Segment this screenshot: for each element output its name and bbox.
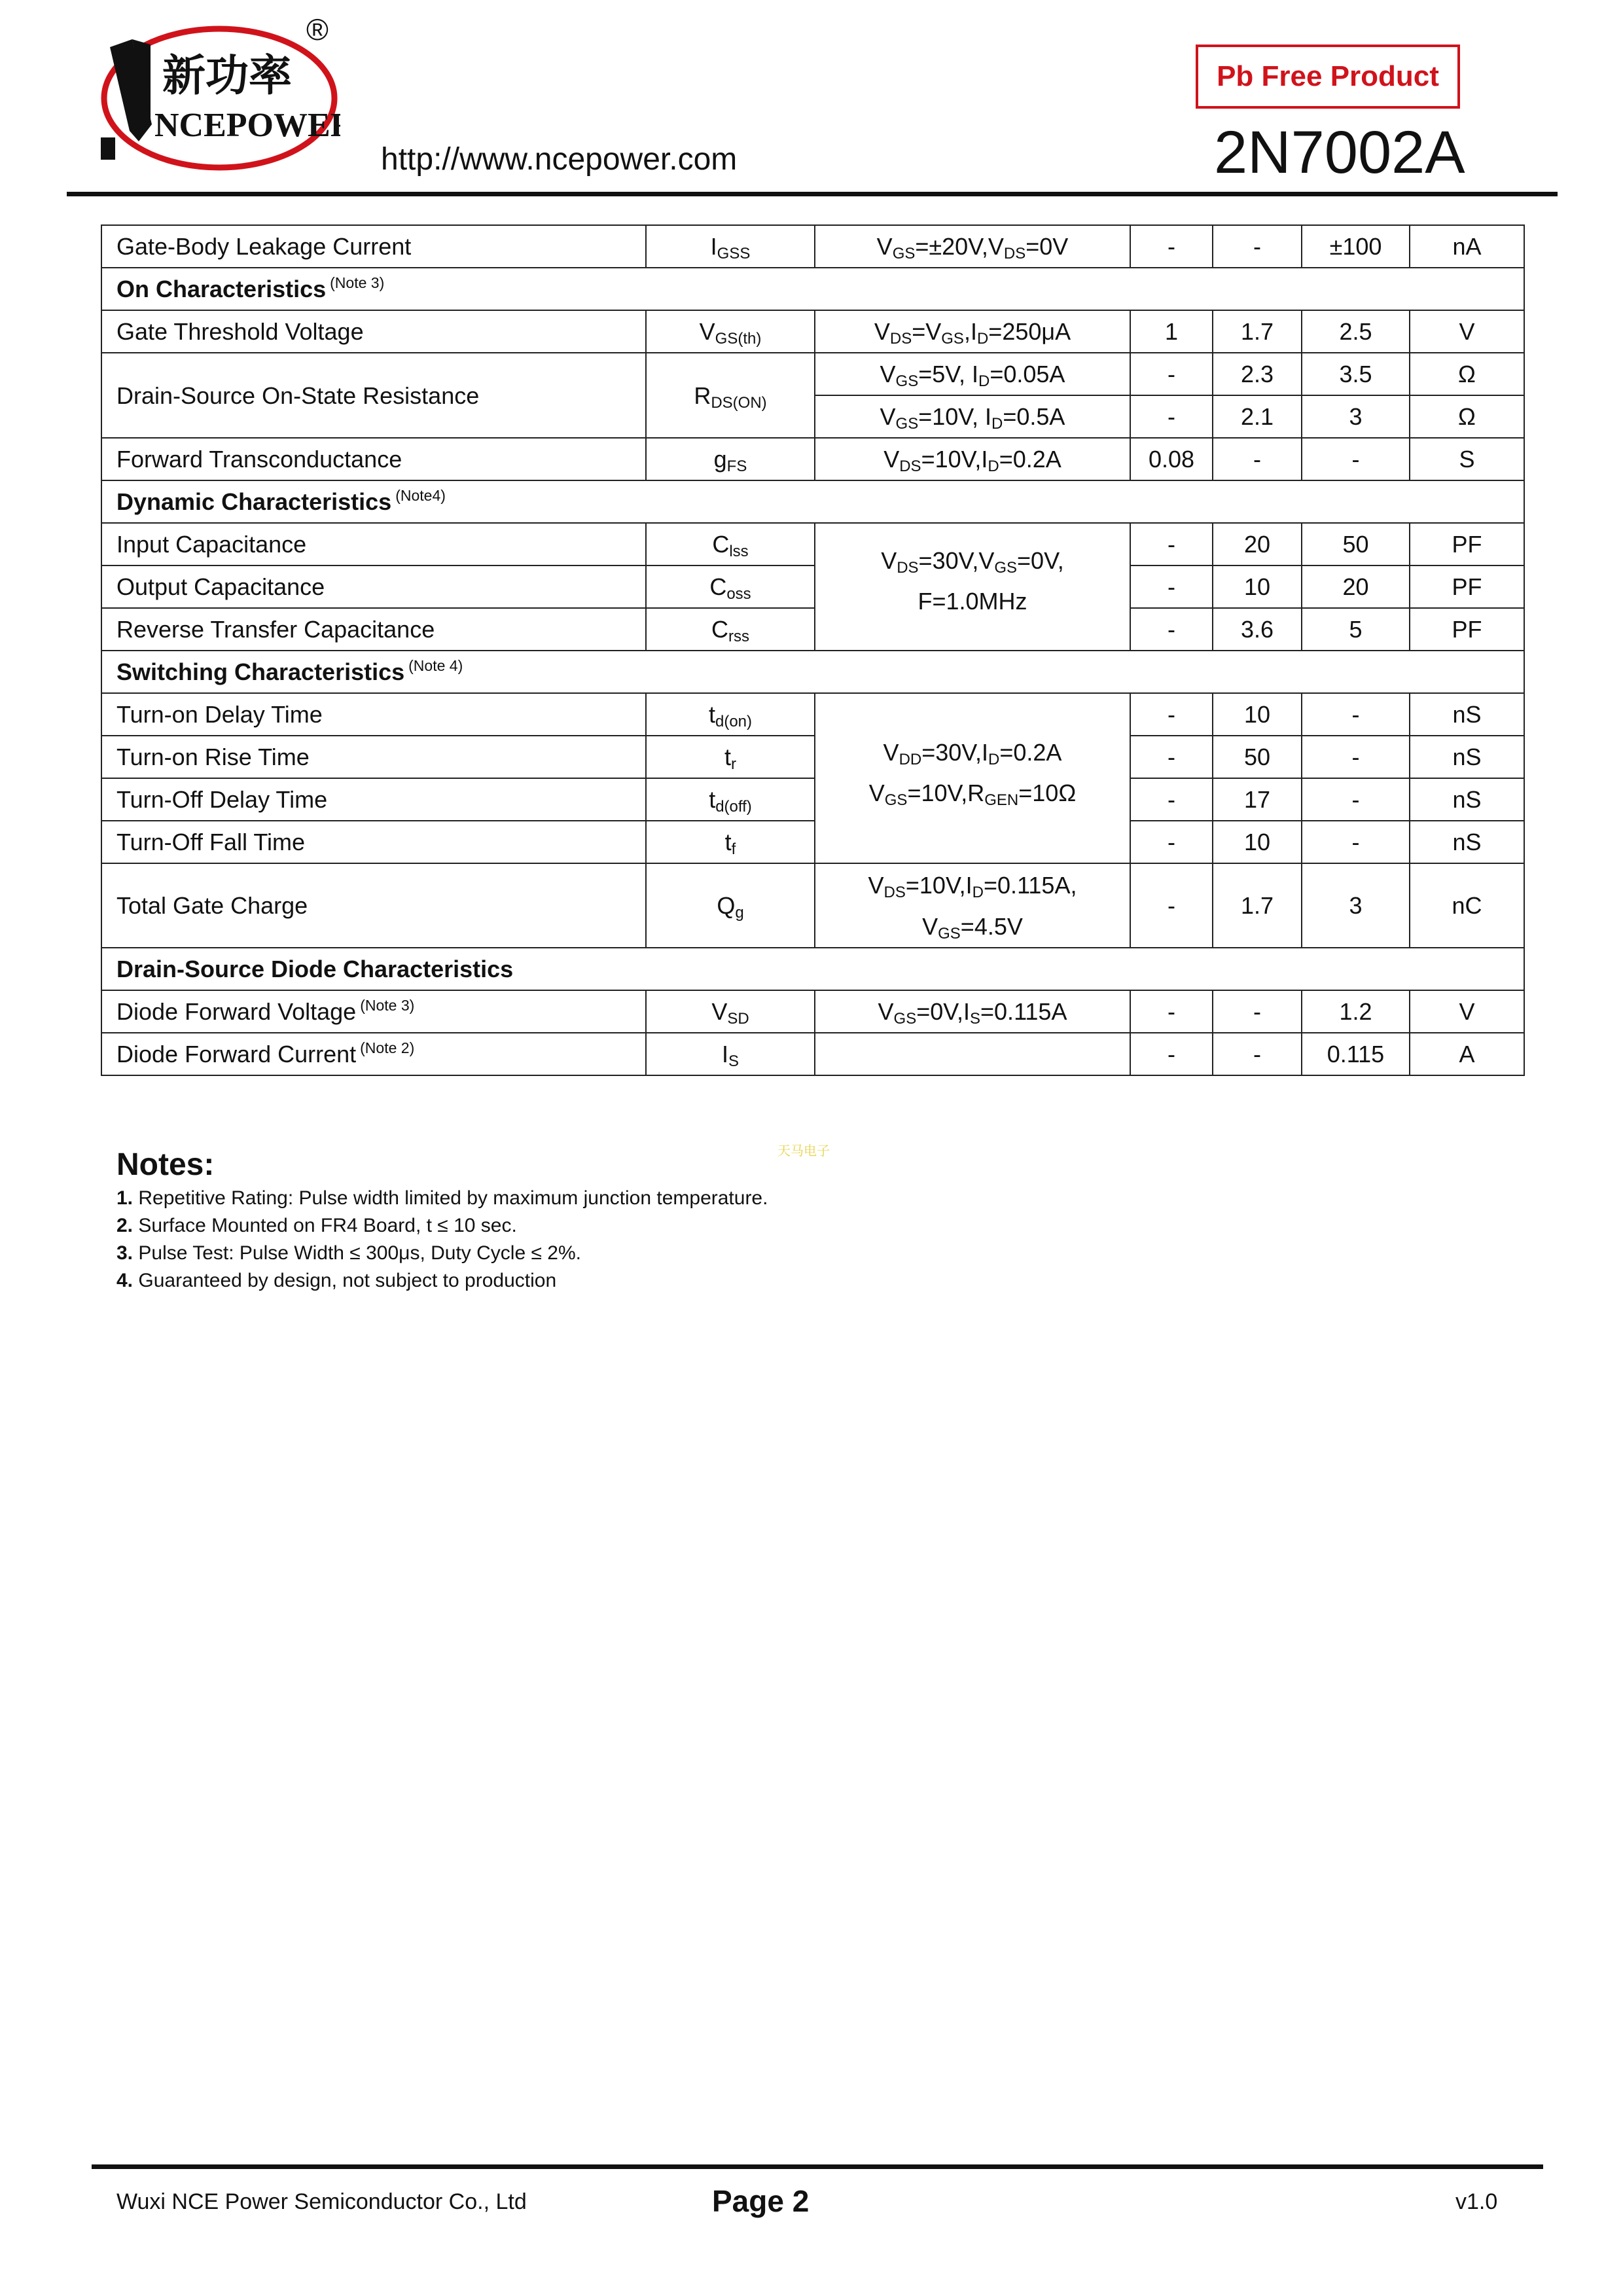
table-row — [101, 565, 1524, 608]
condition-cell: $V_{GS}=10V$, $I_D=0.5A$ — [815, 395, 1130, 438]
max-cell: 3 — [1302, 395, 1410, 438]
unit-cell: PF — [1410, 523, 1524, 565]
table-row — [101, 225, 1524, 268]
param-cell: Gate Threshold Voltage — [101, 310, 646, 353]
unit-cell: nS — [1410, 821, 1524, 863]
unit-cell: nS — [1410, 778, 1524, 821]
param-cell: Drain-Source On-State Resistance — [101, 353, 646, 438]
condition-cell — [815, 1033, 1130, 1075]
section-title: On Characteristics $^{(Note 3)}$ — [101, 268, 1524, 310]
section-row — [101, 480, 1524, 523]
typ-cell: 1.7 — [1213, 863, 1302, 948]
section-title: Dynamic Characteristics $^{(Note4)}$ — [101, 480, 1524, 523]
param-cell: Forward Transconductance — [101, 438, 646, 480]
symbol-cell: $R_{DS(ON)}$ — [646, 353, 815, 438]
max-cell: - — [1302, 438, 1410, 480]
symbol-cell: $t_r$ — [646, 736, 815, 778]
unit-cell: V — [1410, 310, 1524, 353]
pb-free-badge — [1196, 45, 1460, 109]
param-cell: Total Gate Charge — [101, 863, 646, 948]
typ-cell: 50 — [1213, 736, 1302, 778]
min-cell: 0.08 — [1130, 438, 1213, 480]
table-row — [101, 778, 1524, 821]
max-cell: - — [1302, 736, 1410, 778]
unit-cell: nA — [1410, 225, 1524, 268]
condition-cell: $V_{DD}=30V,I_D=0.2A$ $V_{GS}=10V,R_{GEN}=10\Omega$ — [815, 693, 1130, 863]
symbol-cell: $C_{oss}$ — [646, 565, 815, 608]
pb-free-label: Pb Free Product — [1217, 60, 1439, 92]
symbol-cell: $t_{d(on)}$ — [646, 693, 815, 736]
typ-cell: 1.7 — [1213, 310, 1302, 353]
min-cell: - — [1130, 608, 1213, 651]
header-divider — [67, 192, 1558, 196]
max-cell: 3 — [1302, 863, 1410, 948]
table-row — [101, 353, 1524, 395]
electrical-characteristics-table — [101, 224, 1525, 1076]
unit-cell: nS — [1410, 693, 1524, 736]
footer-company: Wuxi NCE Power Semiconductor Co., Ltd — [116, 2189, 527, 2214]
max-cell: 1.2 — [1302, 990, 1410, 1033]
table-row — [101, 990, 1524, 1033]
footer-divider — [92, 2164, 1543, 2169]
condition-cell: $V_{DS}=10V,I_D=0.115A$, $V_{GS}=4.5V$ — [815, 863, 1130, 948]
page-number: Page 2 — [712, 2184, 810, 2218]
symbol-cell: $C_{lss}$ — [646, 523, 815, 565]
section-title: Drain-Source Diode Characteristics — [101, 948, 1524, 990]
param-cell: Output Capacitance — [101, 565, 646, 608]
table-row — [101, 1033, 1524, 1075]
min-cell: 1 — [1130, 310, 1213, 353]
param-cell: Reverse Transfer Capacitance — [101, 608, 646, 651]
symbol-cell: $Q_g$ — [646, 863, 815, 948]
unit-cell: Ω — [1410, 395, 1524, 438]
unit-cell: nC — [1410, 863, 1524, 948]
symbol-cell: $g_{FS}$ — [646, 438, 815, 480]
condition-cell: $V_{GS}=\pm 20V,V_{DS}=0V$ — [815, 225, 1130, 268]
max-cell: 3.5 — [1302, 353, 1410, 395]
typ-cell: 10 — [1213, 565, 1302, 608]
section-row — [101, 268, 1524, 310]
min-cell: - — [1130, 821, 1213, 863]
typ-cell: - — [1213, 1033, 1302, 1075]
company-logo — [92, 13, 340, 177]
max-cell: 20 — [1302, 565, 1410, 608]
logo-en-text: NCEPOWER — [154, 107, 340, 144]
unit-cell: nS — [1410, 736, 1524, 778]
param-cell: Gate-Body Leakage Current — [101, 225, 646, 268]
symbol-cell: $I_{GSS}$ — [646, 225, 815, 268]
typ-cell: - — [1213, 990, 1302, 1033]
param-cell: Turn-Off Delay Time — [101, 778, 646, 821]
symbol-cell: $t_{d(off)}$ — [646, 778, 815, 821]
logo-cn-text: 新功率 — [162, 50, 292, 101]
max-cell: - — [1302, 821, 1410, 863]
symbol-cell: $V_{SD}$ — [646, 990, 815, 1033]
param-cell: Diode Forward Current $^{(Note 2)}$ — [101, 1033, 646, 1075]
typ-cell: 20 — [1213, 523, 1302, 565]
typ-cell: 3.6 — [1213, 608, 1302, 651]
min-cell: - — [1130, 778, 1213, 821]
typ-cell: - — [1213, 438, 1302, 480]
condition-cell: $V_{GS}=5V$, $I_D=0.05A$ — [815, 353, 1130, 395]
max-cell: - — [1302, 778, 1410, 821]
table-row — [101, 821, 1524, 863]
note-item: 3. Pulse Test: Pulse Width ≤ 300μs, Duty Cycle ≤ 2%. — [116, 1242, 581, 1264]
watermark: 天马电子 — [777, 1144, 830, 1158]
condition-cell: $V_{DS}=10V,I_D=0.2A$ — [815, 438, 1130, 480]
min-cell: - — [1130, 353, 1213, 395]
min-cell: - — [1130, 863, 1213, 948]
min-cell: - — [1130, 736, 1213, 778]
table-row — [101, 310, 1524, 353]
unit-cell: A — [1410, 1033, 1524, 1075]
max-cell: 0.115 — [1302, 1033, 1410, 1075]
min-cell: - — [1130, 990, 1213, 1033]
min-cell: - — [1130, 693, 1213, 736]
typ-cell: 10 — [1213, 693, 1302, 736]
registered-mark: ® — [306, 12, 329, 46]
symbol-cell: $I_S$ — [646, 1033, 815, 1075]
doc-version: v1.0 — [1455, 2189, 1498, 2214]
symbol-cell: $C_{rss}$ — [646, 608, 815, 651]
unit-cell: PF — [1410, 608, 1524, 651]
min-cell: - — [1130, 395, 1213, 438]
table-row — [101, 863, 1524, 948]
param-cell: Diode Forward Voltage $^{(Note 3)}$ — [101, 990, 646, 1033]
max-cell: 50 — [1302, 523, 1410, 565]
table-row — [101, 608, 1524, 651]
typ-cell: 17 — [1213, 778, 1302, 821]
note-item: 4. Guaranteed by design, not subject to production — [116, 1270, 557, 1291]
section-title: Switching Characteristics $^{(Note 4)}$ — [101, 651, 1524, 693]
min-cell: - — [1130, 523, 1213, 565]
condition-cell: $V_{GS}=0V,I_S=0.115A$ — [815, 990, 1130, 1033]
typ-cell: - — [1213, 225, 1302, 268]
min-cell: - — [1130, 225, 1213, 268]
table-row — [101, 523, 1524, 565]
max-cell: ±100 — [1302, 225, 1410, 268]
min-cell: - — [1130, 565, 1213, 608]
condition-cell: $V_{DS}=30V,V_{GS}=0V$, F=1.0MHz — [815, 523, 1130, 651]
param-cell: Input Capacitance — [101, 523, 646, 565]
unit-cell: Ω — [1410, 353, 1524, 395]
typ-cell: 10 — [1213, 821, 1302, 863]
part-number: 2N7002A — [1214, 119, 1465, 186]
unit-cell: S — [1410, 438, 1524, 480]
website-url[interactable]: http://www.ncepower.com — [381, 142, 738, 177]
note-item: 1. Repetitive Rating: Pulse width limited by maximum junction temperature. — [116, 1187, 768, 1209]
table-row — [101, 693, 1524, 736]
table-row — [101, 438, 1524, 480]
notes-title: Notes: — [116, 1147, 215, 1182]
condition-cell: $V_{DS}=V_{GS},I_D=250\mu A$ — [815, 310, 1130, 353]
symbol-cell: $t_f$ — [646, 821, 815, 863]
typ-cell: 2.1 — [1213, 395, 1302, 438]
param-cell: Turn-on Rise Time — [101, 736, 646, 778]
section-row — [101, 948, 1524, 990]
max-cell: 5 — [1302, 608, 1410, 651]
unit-cell: PF — [1410, 565, 1524, 608]
symbol-cell: $V_{GS(th)}$ — [646, 310, 815, 353]
note-item: 2. Surface Mounted on FR4 Board, t ≤ 10 sec. — [116, 1215, 517, 1236]
param-cell: Turn-on Delay Time — [101, 693, 646, 736]
min-cell: - — [1130, 1033, 1213, 1075]
section-row — [101, 651, 1524, 693]
table-row — [101, 736, 1524, 778]
param-cell: Turn-Off Fall Time — [101, 821, 646, 863]
max-cell: 2.5 — [1302, 310, 1410, 353]
unit-cell: V — [1410, 990, 1524, 1033]
typ-cell: 2.3 — [1213, 353, 1302, 395]
max-cell: - — [1302, 693, 1410, 736]
